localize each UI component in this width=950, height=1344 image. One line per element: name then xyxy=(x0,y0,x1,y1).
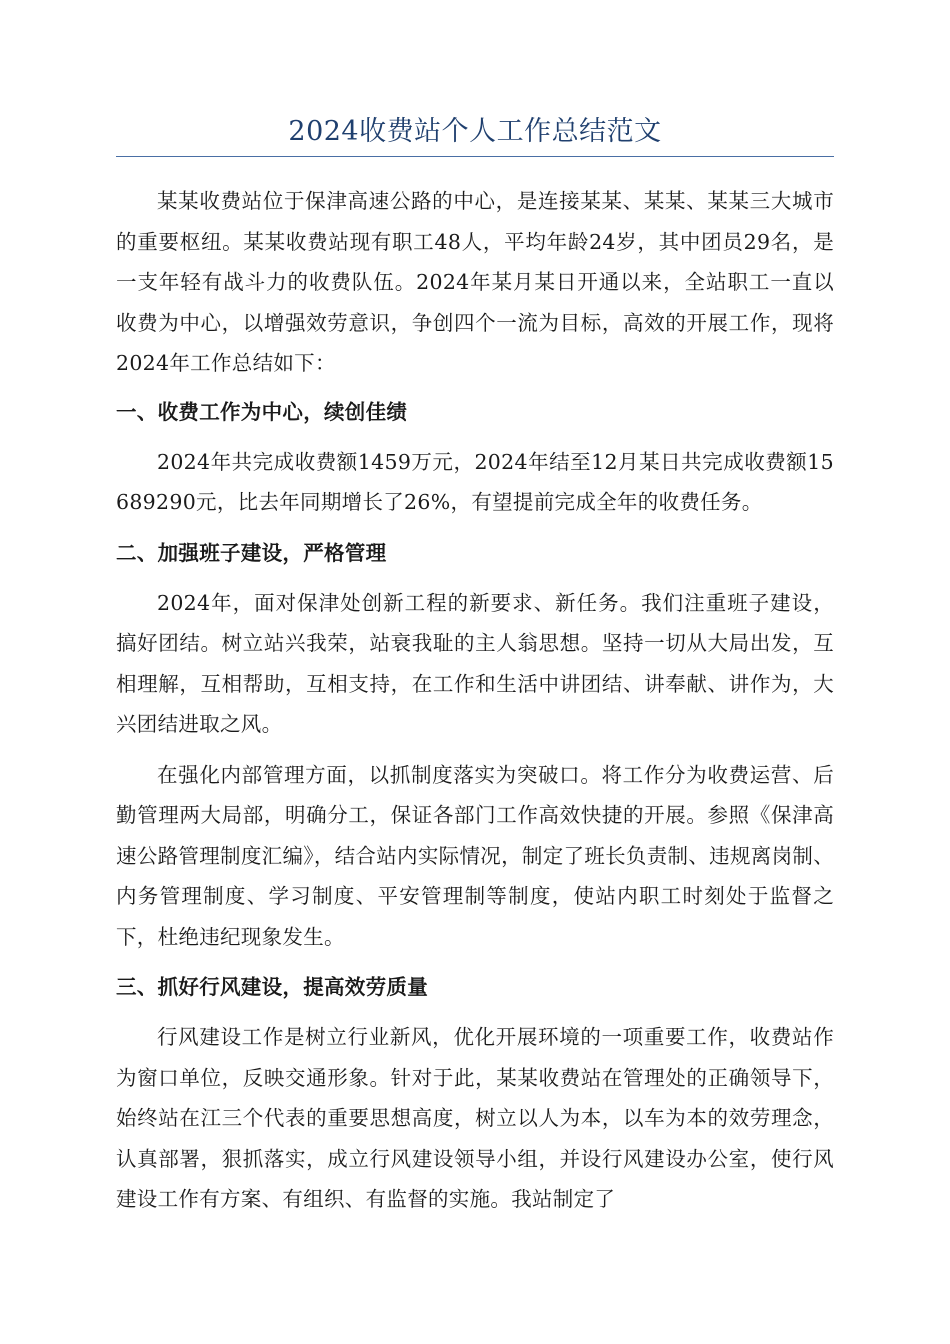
section-heading-2: 二、加强班子建设，严格管理 xyxy=(116,540,387,565)
section-2-paragraph-2: 在强化内部管理方面，以抓制度落实为突破口。将工作分为收费运营、后勤管理两大局部，明确分工，保证各部门工作高效快捷的开展。参照《保津高速公路管理制度汇编》，结合站内实际情况，制定了班长负责制、违规离岗制、内务管理制度、学习制度、平安管理制等制度，使站内职工时刻处于监督之下，杜绝违纪现象发生。 xyxy=(116,762,834,949)
intro-paragraph: 某某收费站位于保津高速公路的中心，是连接某某、某某、某某三大城市的重要枢纽。某某收费站现有职工48人，平均年龄24岁，其中团员29名，是一支年轻有战斗力的收费队伍。2024年某月某日开通以来，全站职工一直以收费为中心，以增强效劳意识，争创四个一流为目标，高效的开展工作，现将2024年工作总结如下： xyxy=(116,189,834,375)
section-1-paragraph-1: 2024年共完成收费额1459万元，2024年结至12月某日共完成收费额15689290元，比去年同期增长了26%，有望提前完成全年的收费任务。 xyxy=(116,449,834,514)
section-3-paragraph-1: 行风建设工作是树立行业新风，优化开展环境的一项重要工作，收费站作为窗口单位，反映交通形象。针对于此，某某收费站在管理处的正确领导下，始终站在江三个代表的重要思想高度，树立以人为本，以车为本的效劳理念，认真部署，狠抓落实，成立行风建设领导小组，并设行风建设办公室，使行风建设工作有方案、有组织、有监督的实施。我站制定了 xyxy=(116,1025,834,1211)
document-title: 2024收费站个人工作总结范文 xyxy=(116,112,834,157)
section-heading-1: 一、收费工作为中心，续创佳绩 xyxy=(116,399,408,424)
section-2-paragraph-1: 2024年，面对保津处创新工程的新要求、新任务。我们注重班子建设，搞好团结。树立站兴我荣，站衰我耻的主人翁思想。坚持一切从大局出发，互相理解，互相帮助，互相支持，在工作和生活中讲团结、讲奉献、讲作为，大兴团结进取之风。 xyxy=(116,590,834,736)
document-page xyxy=(116,112,834,1220)
section-heading-3: 三、抓好行风建设，提高效劳质量 xyxy=(116,975,428,999)
